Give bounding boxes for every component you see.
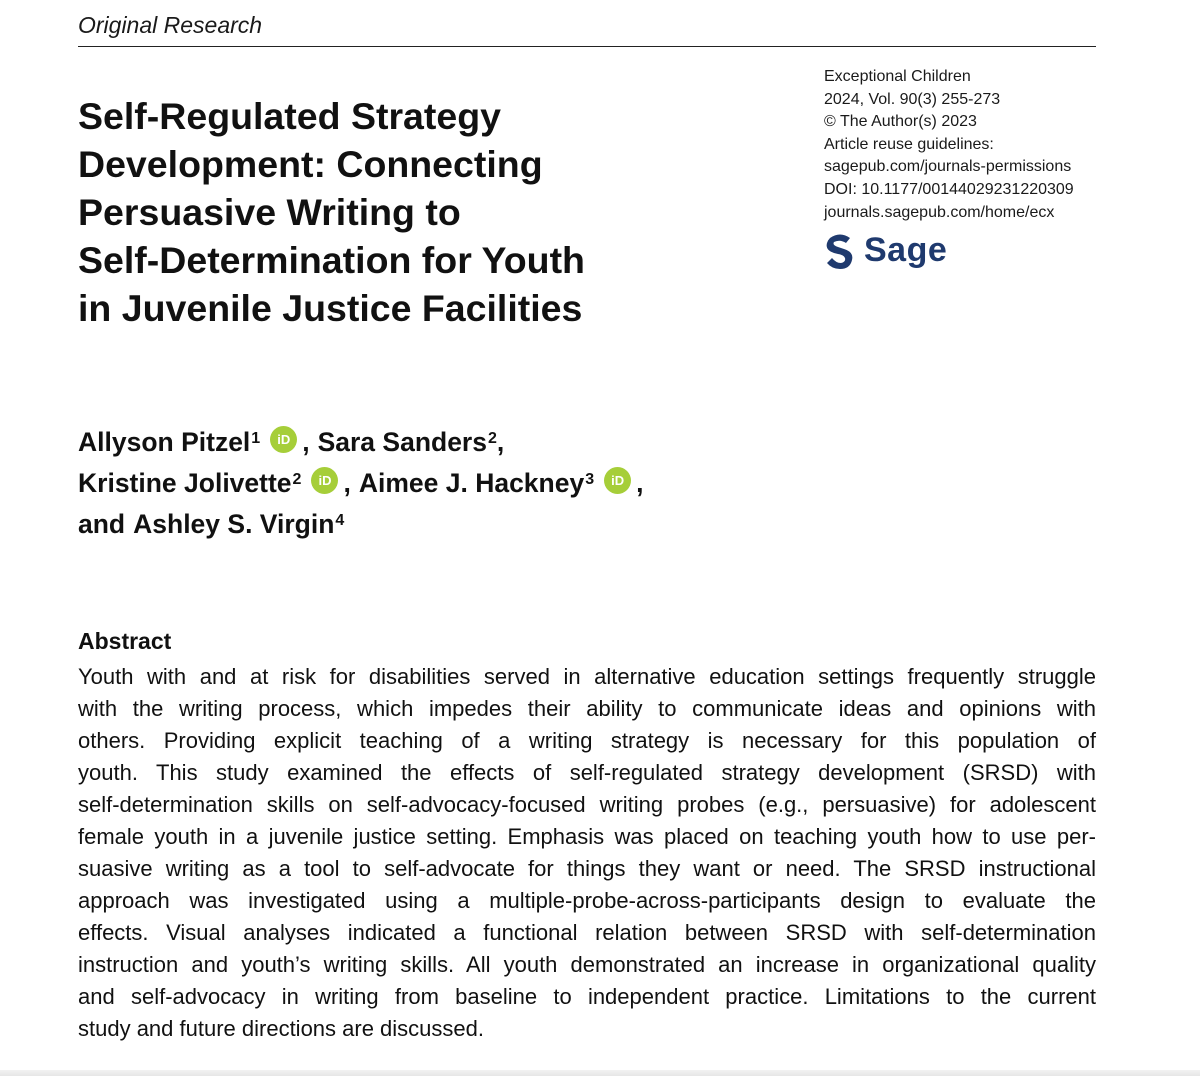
article-title — [78, 92, 698, 332]
page-bottom-edge — [0, 1070, 1200, 1076]
reuse-label: Article reuse guidelines: — [824, 135, 994, 153]
affiliation-marker: 3 — [585, 470, 595, 488]
affiliation-marker: 1 — [251, 429, 261, 447]
author-separator: , — [343, 468, 351, 498]
affiliation-marker: 4 — [335, 511, 345, 529]
author-name: Kristine Jolivette — [78, 468, 292, 498]
abstract-line: study and future directions are discussed. — [78, 1016, 485, 1041]
copyright: © The Author(s) 2023 — [824, 113, 977, 131]
abstract-line: Youth with and at risk for disabilities served in alternative education settings frequently struggle — [78, 664, 1096, 689]
title-line: Self-Regulated Strategy — [78, 95, 502, 137]
author-name: Aimee J. Hackney — [358, 468, 585, 498]
journal-info — [824, 66, 1074, 224]
abstract-heading: Abstract — [78, 628, 172, 654]
abstract-line: youth. This study examined the effects of self-regulated strategy development (SRSD) with — [78, 760, 1096, 785]
abstract-line: self-determination skills on self-advocacy-focused writing probes (e.g., persuasive) for adolescent — [78, 792, 1096, 817]
doi[interactable]: DOI: 10.1177/00144029231220309 — [824, 180, 1074, 198]
sage-s-logo-icon — [824, 230, 856, 270]
title-line: Development: Connecting — [78, 143, 543, 185]
author-line — [78, 504, 644, 545]
title-line: Persuasive Writing to — [78, 191, 461, 233]
section-label: Original Research — [78, 12, 263, 38]
author-list — [78, 422, 644, 545]
header-rule — [78, 46, 1096, 47]
orcid-icon[interactable]: iD — [270, 426, 297, 453]
abstract-line: instruction and youth’s writing skills. All youth demonstrated an increase in organizational quality — [78, 952, 1096, 977]
abstract-line: others. Providing explicit teaching of a writing strategy is necessary for this population of — [78, 728, 1096, 753]
affiliation-marker: 2 — [292, 470, 302, 488]
abstract-line: with the writing process, which impedes their ability to communicate ideas and opinions with — [78, 696, 1096, 721]
abstract-line: suasive writing as a tool to self-advocate for things they want or need. The SRSD instructional — [78, 856, 1096, 881]
author-line — [78, 422, 644, 463]
abstract-line: effects. Visual analyses indicated a functional relation between SRSD with self-determination — [78, 920, 1096, 945]
journal-name: Exceptional Children — [824, 68, 971, 85]
orcid-icon[interactable]: iD — [604, 467, 631, 494]
author-name: Ashley S. Virgin — [133, 509, 335, 539]
abstract-line: approach was investigated using a multiple-probe-across-participants design to evaluate the — [78, 888, 1096, 913]
author-name: Allyson Pitzel — [78, 427, 251, 457]
publisher-name: Sage — [864, 230, 948, 269]
journal-homepage-link[interactable]: journals.sagepub.com/home/ecx — [824, 203, 1055, 221]
abstract-text — [78, 661, 1096, 1045]
affiliation-marker: 2 — [487, 429, 497, 447]
publisher-logo — [824, 228, 947, 272]
title-line: in Juvenile Justice Facilities — [78, 287, 583, 329]
author-separator: , — [302, 427, 310, 457]
author-conjunction: and — [78, 509, 126, 539]
reuse-link[interactable]: sagepub.com/journals-permissions — [824, 158, 1072, 176]
abstract-line: and self-advocacy in writing from baseline to independent practice. Limitations to the current — [78, 984, 1096, 1009]
abstract-line: female youth in a juvenile justice setting. Emphasis was placed on teaching youth how to use per- — [78, 824, 1096, 849]
author-line — [78, 463, 644, 504]
orcid-icon[interactable]: iD — [311, 467, 338, 494]
author-separator: , — [636, 468, 644, 498]
author-separator: , — [496, 427, 505, 457]
author-name: Sara Sanders — [317, 427, 487, 457]
journal-volume: 2024, Vol. 90(3) 255-273 — [824, 90, 1001, 108]
title-line: Self-Determination for Youth — [78, 239, 585, 281]
